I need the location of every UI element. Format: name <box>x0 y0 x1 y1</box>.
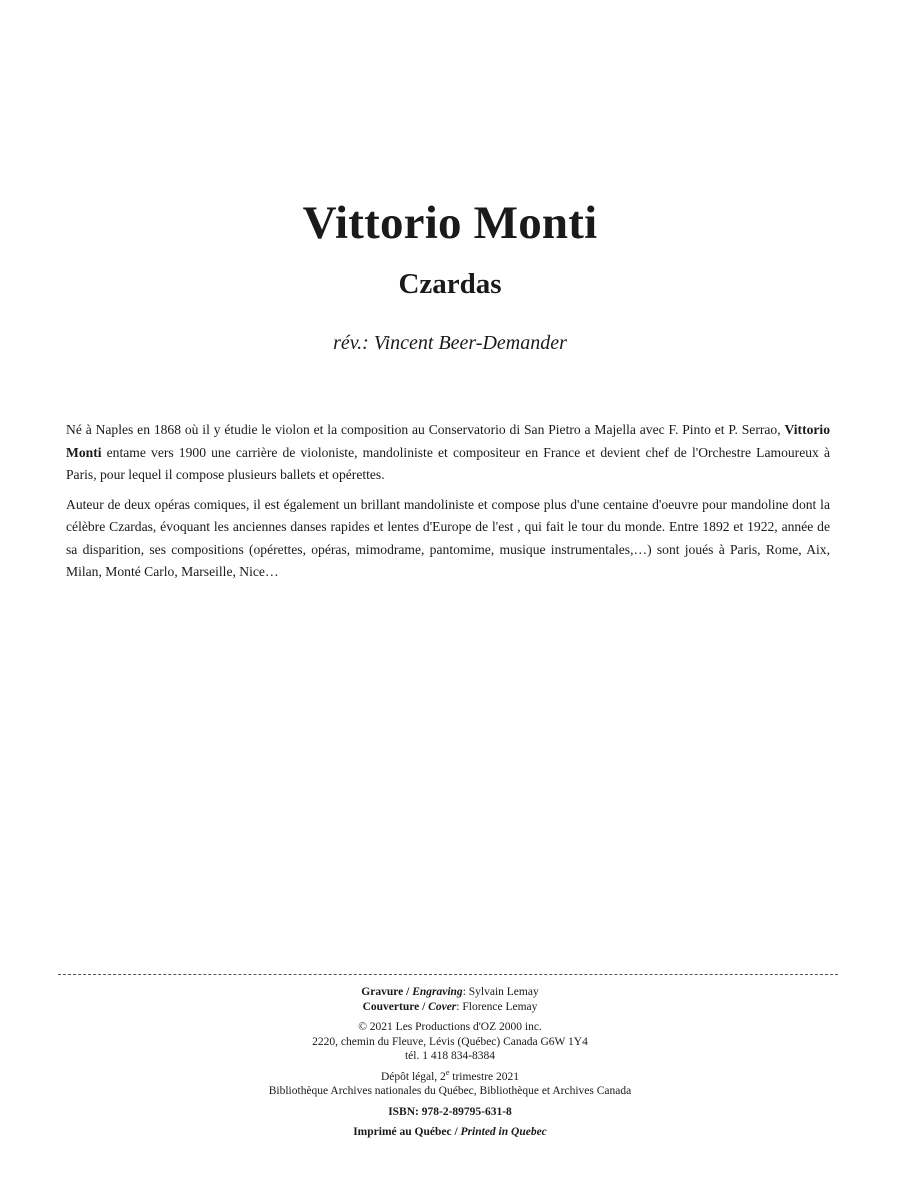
biography <box>66 419 830 591</box>
engraving-credit: Gravure / Engraving: Sylvain Lemay <box>361 986 539 998</box>
composer-title: Vittorio Monti <box>302 197 598 249</box>
biography-paragraph-2: Auteur de deux opéras comiques, il est également un brillant mandoliniste et compose plus d'une centaine d'oeuvre pour mandoline dont la célèbre Czardas, évoquant les anciennes danses rapides et lentes d'Europe de l'est , qui fait le tour du monde. Entre 1892 et 1922, année de sa disparition, ses compositions (opérettes, opéras, mimodrame, pantomime, musique instrumentales,…) sont joués à Paris, Rome, Aix, Milan, Monté Carlo, Marseille, Nice… <box>66 496 830 579</box>
legal-deposit: Dépôt légal, 2e trimestre 2021 <box>380 1067 519 1083</box>
publisher-phone: tél. 1 418 834-8384 <box>404 1050 496 1062</box>
cover-credit: Couverture / Cover: Florence Lemay <box>362 1000 538 1013</box>
isbn: ISBN: 978-2-89795-631-8 <box>388 1105 512 1118</box>
biography-paragraph-1: Né à Naples en 1868 où il y étudie le violon et la composition au Conservatorio di San Pietro a Majella avec F. Pinto et P. Serrao, Vittorio Monti entame vers 1900 une carrière de violoniste, mandoliniste et compositeur en France et devient chef de l'Orchestre Lamoureux à Paris, pour lequel il compose plusieurs ballets et opérettes. <box>66 422 830 482</box>
footer-divider <box>58 974 838 975</box>
reviser-credit: rév.: Vincent Beer-Demander <box>333 332 567 354</box>
composer-name-bold: Vittorio Monti <box>66 422 830 460</box>
copyright-line: © 2021 Les Productions d'OZ 2000 inc. <box>358 1021 542 1033</box>
work-title: Czardas <box>398 268 502 300</box>
printed-in: Imprimé au Québec / Printed in Quebec <box>353 1126 547 1138</box>
publisher-address: 2220, chemin du Fleuve, Lévis (Québec) Canada G6W 1Y4 <box>312 1035 588 1048</box>
publication-credits <box>0 985 900 1140</box>
library-archives: Bibliothèque Archives nationales du Québec, Bibliothèque et Archives Canada <box>268 1085 632 1097</box>
